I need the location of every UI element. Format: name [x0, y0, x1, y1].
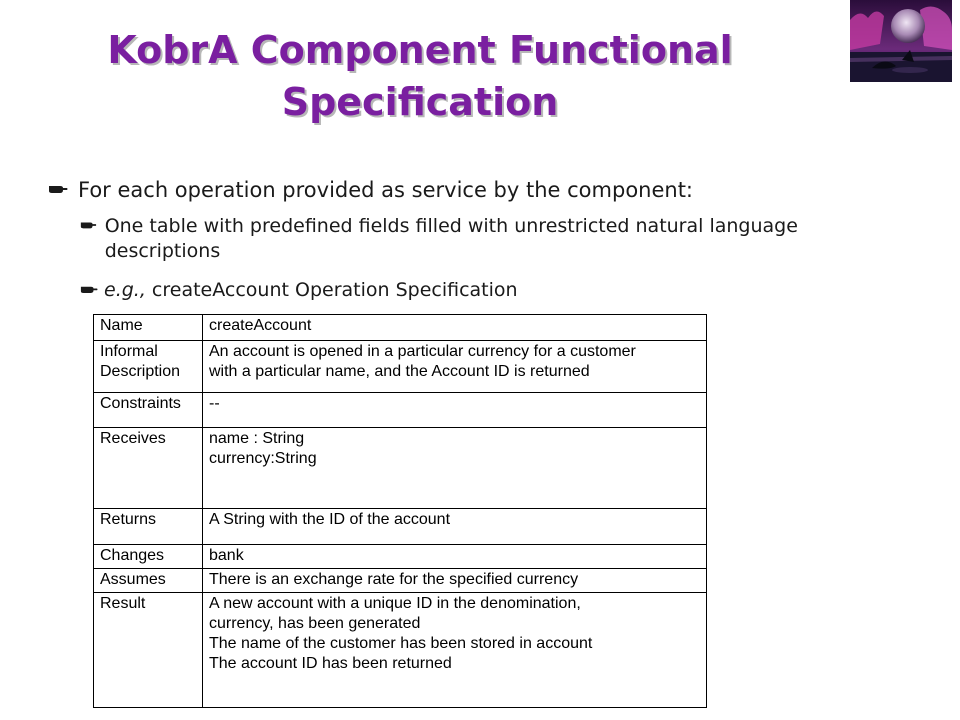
field-label: Returns — [94, 509, 203, 545]
example-caption: createAccount Operation Specification — [151, 279, 518, 301]
example-prefix: e.g., — [104, 279, 146, 301]
field-label: Constraints — [94, 393, 203, 428]
table-row — [94, 428, 707, 509]
table-row — [94, 593, 707, 708]
table-row — [94, 545, 707, 569]
field-label: Informal Description — [94, 341, 203, 393]
decorative-night-scene-image — [850, 0, 952, 82]
pointing-hand-icon — [80, 284, 98, 295]
pointing-hand-icon — [80, 220, 97, 230]
field-value: A new account with a unique ID in the denomination, currency, has been generated The name of the customer has been stored in account The account ID has been returned — [203, 593, 707, 708]
bullet-level1 — [48, 176, 693, 204]
field-value: name : String currency:String — [203, 428, 707, 509]
field-label: Name — [94, 315, 203, 341]
field-value: A String with the ID of the account — [203, 509, 707, 545]
field-value: bank — [203, 545, 707, 569]
field-label: Result — [94, 593, 203, 708]
table-row — [94, 341, 707, 393]
field-label: Receives — [94, 428, 203, 509]
field-value: An account is opened in a particular currency for a customer with a particular name, and the Account ID is returned — [203, 341, 707, 393]
pointing-hand-icon — [48, 183, 68, 195]
table-row — [94, 569, 707, 593]
bullet-level2-table-description — [80, 214, 860, 264]
bullet-level1-text: For each operation provided as service by the component: — [78, 178, 694, 202]
slide-title: KobrA Component Functional Specification — [107, 28, 733, 124]
field-value: -- — [203, 393, 707, 428]
field-label: Changes — [94, 545, 203, 569]
table-row — [94, 509, 707, 545]
table-row — [94, 315, 707, 341]
field-value: There is an exchange rate for the specified currency — [203, 569, 707, 593]
bullet-level2-text: One table with predefined fields filled with unrestricted natural language descriptions — [104, 215, 798, 262]
operation-specification-table — [93, 314, 707, 708]
bullet-level2-example — [80, 278, 518, 303]
table-row — [94, 393, 707, 428]
bullet-example-text — [104, 278, 518, 303]
field-value: createAccount — [203, 315, 707, 341]
field-label: Assumes — [94, 569, 203, 593]
